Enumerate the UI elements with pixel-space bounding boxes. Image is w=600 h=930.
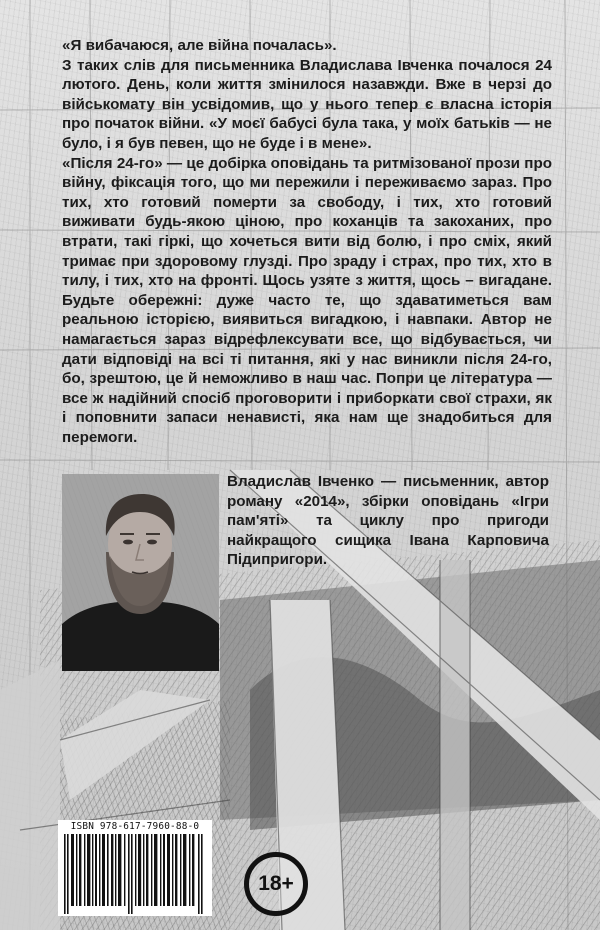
author-bio: Владислав Івченко — письменник, автор роману «2014», збірки оповідань «Ігри пам'яті» та циклу про пригоди найкращого сищика Івана Карповича Підипригори. bbox=[227, 473, 549, 569]
age-rating-badge bbox=[244, 852, 308, 916]
isbn-number: ISBN 978-617-7960-88-0 bbox=[70, 821, 200, 832]
opening-quote: «Я вибачаюся, але війна почалась». bbox=[62, 37, 337, 54]
description-paragraph-1: З таких слів для письменника Владислава Івченка почалося 24 лютого. День, коли життя змінилося назавжди. Вже в черзі до військомату він усвідомив, що у нього тепер є власна історія про початок війни. «У моєї бабусі була така, у моїх батьків — не було, і я був певен, що не буде і в мене». bbox=[62, 56, 552, 152]
barcode-bars bbox=[64, 834, 206, 914]
description-paragraph-2: «Після 24-го» — це добірка оповідань та ритмізованої прози про війну, фіксація того, що ми пережили і переживаємо зараз. Про тих, хто готовий померти за свободу, і тих, хто готовий виживати будь-якою ціною, про коханців та закоханих, про втрати, такі гіркі, що хочеться вити від болю, і про сміх, який тримає при здоровому глузді. Про зраду і страх, про тих, хто в тилу, і тих, хто на фронті. Щось узяте з життя, щось – вигадане. Будьте обережні: дуже часто те, що здаватиметься вам реальною історією, виявиться вигадкою, і навпаки. Автор не намагається зараз відрефлексувати все, що відбувається, чи дати відповіді на всі ті питання, які у нас виникли після 24-го, бо, зрештою, це й неможливо в наш час. Попри це література — все ж надійний спосіб проговорити і приборкати свої страхи, як і поповнити запаси ненависті, яка нам ще знадобиться для перемоги. bbox=[62, 154, 552, 446]
age-rating-label: 18+ bbox=[258, 872, 294, 895]
isbn-barcode bbox=[58, 820, 212, 916]
book-description bbox=[62, 36, 552, 447]
author-photo bbox=[62, 474, 219, 671]
